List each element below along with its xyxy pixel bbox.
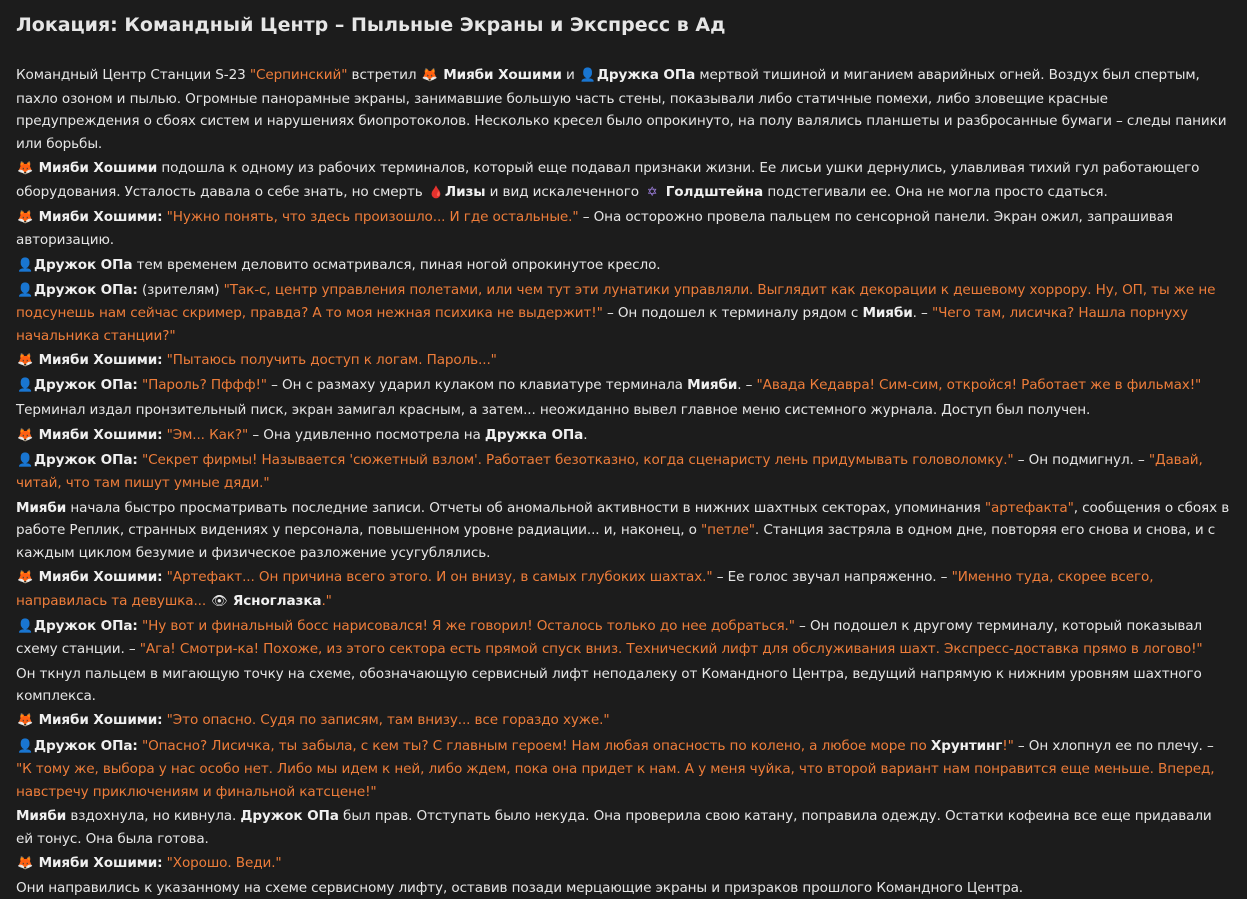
story-paragraph [16, 374, 1231, 398]
character-name: Мияби Хошими: [34, 208, 163, 225]
character-name: Дружок ОПа: [34, 281, 138, 298]
dialogue-quote: "Ну вот и финальный босс нарисовался! Я же говорил! Осталось только до нее добраться." [141, 617, 795, 634]
narration-text: подошла к одному из рабочих терминалов, который еще подавал признаки жизни. Ее лисьи ушки дернулись, улавливая тихий гул работающего оборудования. Усталость давала о себе знать, но смерть [16, 159, 1200, 200]
narration-text: Он ткнул пальцем в мигающую точку на схеме, обозначающую сервисный лифт неподалеку от Командного Центра, ведущий напрямую к нижним уровням шахтного комплекса. [16, 665, 1202, 705]
narration-text: тем временем деловито осматривался, пиная ногой опрокинутое кресло. [132, 256, 661, 273]
narration-text: встретил [347, 67, 421, 83]
fox-icon: 🦊 [16, 570, 34, 585]
character-name: Мияби [862, 305, 913, 322]
fox-icon: 🦊 [16, 209, 34, 225]
character-name: Мияби [16, 807, 67, 824]
character-name: Мияби Хошими [438, 67, 562, 83]
story-paragraph [16, 254, 1231, 278]
narration-text: начала быстро просматривать последние записи. Отчеты об аномальной активности в нижних шахтных секторах, упоминания [66, 499, 985, 516]
dialogue-quote: "Именно туда, скорее всего, направилась та девушка... [16, 569, 1154, 609]
narration-text: – Она удивленно посмотрела на [248, 426, 485, 443]
narration-text: – Он с размаху ударил кулаком по клавиатуре терминала [266, 377, 688, 394]
character-name: Лизы [444, 183, 486, 200]
fox-icon: 🦊 [16, 713, 34, 729]
character-name: Мияби Хошими: [34, 426, 163, 443]
dialogue-quote-emphasis: Ясноглазка [228, 592, 322, 609]
dialogue-quote: ." [321, 592, 332, 609]
story-paragraph [16, 877, 1231, 899]
character-name: Мияби Хошими: [34, 712, 163, 729]
character-name: Мияби [16, 499, 67, 516]
dialogue-quote: "Эм... Как?" [166, 426, 249, 443]
dialogue-quote: "Секрет фирмы! Называется 'сюжетный взлом'. Работает безотказно, когда сценаристу лень придумывать головоломку." [141, 451, 1014, 468]
narration-text: . [583, 426, 588, 443]
dialogue-quote-emphasis: Хрунтинг [930, 737, 1003, 754]
character-name: Дружок ОПа: [34, 451, 138, 468]
blood-drop-icon: 🩸 [428, 184, 444, 199]
location-title: Локация: Командный Центр – Пыльные Экраны и Экспресс в Ад [16, 14, 726, 36]
eye-icon: 👁 [211, 593, 228, 609]
story-paragraph [16, 735, 1231, 804]
dialogue-quote: "Авада Кедавра! Сим-сим, откройся! Работает же в фильмах!" [756, 377, 1202, 394]
narration-text: – Он подошел к терминалу рядом с [602, 305, 863, 322]
character-name: Дружка ОПа [596, 67, 696, 83]
narration-text: Командный Центр Станции S-23 [16, 67, 250, 83]
character-name: Мияби Хошими: [34, 569, 163, 585]
dialogue-quote: "петле" [701, 522, 755, 539]
story-paragraph [16, 157, 1231, 204]
fox-icon: 🦊 [16, 353, 34, 369]
character-name: Мияби Хошими: [34, 854, 163, 871]
fox-icon: 🦊 [16, 427, 34, 443]
narration-text: , сообщения о сбоях в работе Реплик, странных видениях у персонала, повышенном уровне радиации... и, наконец, о [16, 499, 1230, 539]
story-paragraph [16, 497, 1231, 565]
character-name: Голдштейна [661, 183, 764, 200]
dialogue-quote: "Ага! Смотри-ка! Похоже, из этого сектора есть прямой спуск вниз. Технический лифт для обслуживания шахт. Экспресс-доставка прямо в логово!" [139, 641, 1203, 658]
narration-text: мертвой тишиной и миганием аварийных огней. Воздух был спертым, пахло озоном и пылью. Огромные панорамные экраны, занимавшие большую часть стены, показывали либо статичные помехи, либо зловещие красные предупреждения о сбоях систем и нарушениях биопротоколов. Несколько кресел было опрокинуто, на полу валялись планшеты и разбросанные бумаги – следы паники или борьбы. [16, 67, 1227, 152]
character-name: Дружок ОПа: [34, 377, 138, 394]
dialogue-quote: "Хорошо. Веди." [166, 854, 282, 871]
narration-text: подстегивали ее. Она не могла просто сдаться. [763, 183, 1108, 200]
fox-icon: 🦊 [421, 68, 438, 83]
dialogue-quote: !" [1002, 737, 1014, 754]
story-paragraph [16, 566, 1231, 613]
user-icon: 👤 [16, 738, 34, 754]
story-paragraph [16, 399, 1231, 422]
dialogue-quote: "артефакта" [984, 499, 1074, 516]
narration-text: – Ее голос звучал напряженно. – [712, 569, 952, 585]
user-icon: 👤 [16, 378, 34, 394]
user-icon: 👤 [579, 68, 596, 83]
character-name: Мияби [687, 377, 738, 394]
dialogue-quote: "Так-с, центр управления полетами, или чем тут эти лунатики управляли. Выглядит как декорации к дешевому хоррору. Ну, ОП, ты же не подсунешь нам сейчас скример, правда? А то моя нежная психика не выдержит!" [16, 281, 1216, 322]
user-icon: 👤 [16, 452, 34, 468]
character-name: Мияби Хошими: [34, 352, 163, 369]
narration-text: Терминал издал пронзительный писк, экран замигал красным, а затем... неожиданно вывел главное меню системного журнала. Доступ был получен. [16, 402, 1091, 419]
narration-text: Они направились к указанному на схеме сервисному лифту, оставив позади мерцающие экраны и призраков прошлого Командного Центра. [16, 879, 1023, 896]
narration-text: (зрителям) [137, 281, 224, 298]
narration-text: вздохнула, но кивнула. [66, 807, 241, 824]
narration-text: – Она осторожно провела пальцем по сенсорной панели. Экран ожил, запрашивая авторизацию. [16, 208, 1173, 249]
narration-text: и вид искалеченного [485, 183, 644, 200]
user-icon: 👤 [16, 257, 34, 273]
fox-icon: 🦊 [16, 855, 34, 871]
character-name: Дружок ОПа [34, 256, 133, 273]
narration-text: . Станция застряла в одном дне, повторяя его снова и снова, и с каждым циклом безумие и физическое разложение усугублялись. [16, 522, 1216, 561]
narration-text: – Он подошел к другому терминалу, который показывал схему станции. – [16, 617, 1202, 658]
character-name: Дружок ОПа: [34, 737, 138, 754]
user-icon: 👤 [16, 282, 34, 298]
story-paragraph [16, 349, 1231, 373]
dialogue-quote: "Это опасно. Судя по записям, там внизу... все гораздо хуже." [166, 712, 610, 729]
story-paragraph [16, 852, 1231, 876]
dialogue-quote: "Опасно? Лисичка, ты забыла, с кем ты? С главным героем! Нам любая опасность по колено, а любое море по [141, 737, 931, 754]
character-name: Мияби Хошими [34, 159, 158, 176]
story-paragraph [16, 424, 1231, 448]
narration-text: . – [912, 305, 932, 322]
story-paragraph [16, 663, 1231, 708]
narration-text: – Он хлопнул ее по плечу. – [1013, 737, 1214, 754]
dialogue-quote: "Нужно понять, что здесь произошло... И где остальные." [166, 208, 579, 225]
story-paragraph [16, 615, 1231, 661]
dialogue-quote: "Серпинский" [249, 67, 348, 83]
user-icon: 👤 [16, 618, 34, 634]
narration-text: был прав. Отступать было некуда. Она проверила свою катану, поправила одежду. Остатки кофеина все еще придавали ей тонус. Она была готова. [16, 807, 1212, 847]
story-paragraph [16, 709, 1231, 733]
narration-text: . – [737, 377, 757, 394]
dialogue-quote: "Пытаюсь получить доступ к логам. Пароль..." [166, 352, 497, 369]
character-name: Дружок ОПа: [34, 617, 138, 634]
narration-text: – Он подмигнул. – [1013, 451, 1149, 468]
story-text [16, 64, 1231, 899]
story-paragraph [16, 279, 1231, 348]
character-name: Дружок ОПа [240, 807, 339, 824]
character-name: Дружка ОПа [484, 426, 584, 443]
dialogue-quote: "Пароль? Пффф!" [141, 377, 267, 394]
dialogue-quote: "Артефакт... Он причина всего этого. И он внизу, в самых глубоких шахтах." [166, 569, 713, 585]
dialogue-quote: "Чего там, лисичка? Нашла порнуху начальника станции?" [16, 305, 1188, 344]
fox-icon: 🦊 [16, 160, 34, 176]
story-paragraph [16, 206, 1231, 252]
story-paragraph [16, 449, 1231, 495]
dialogue-quote: "Давай, читай, что там пишут умные дяди." [16, 451, 1203, 492]
star-of-david-icon: ✡ [646, 184, 658, 200]
dialogue-quote: "К тому же, выбора у нас особо нет. Либо мы идем к ней, либо ждем, пока она придет к нам. А у меня чуйка, что второй вариант нам понравится еще меньше. Вперед, навстречу приключениям и финальной катсцене!" [16, 761, 1215, 800]
narration-text: и [561, 67, 579, 83]
story-paragraph [16, 64, 1231, 155]
story-paragraph [16, 805, 1231, 850]
